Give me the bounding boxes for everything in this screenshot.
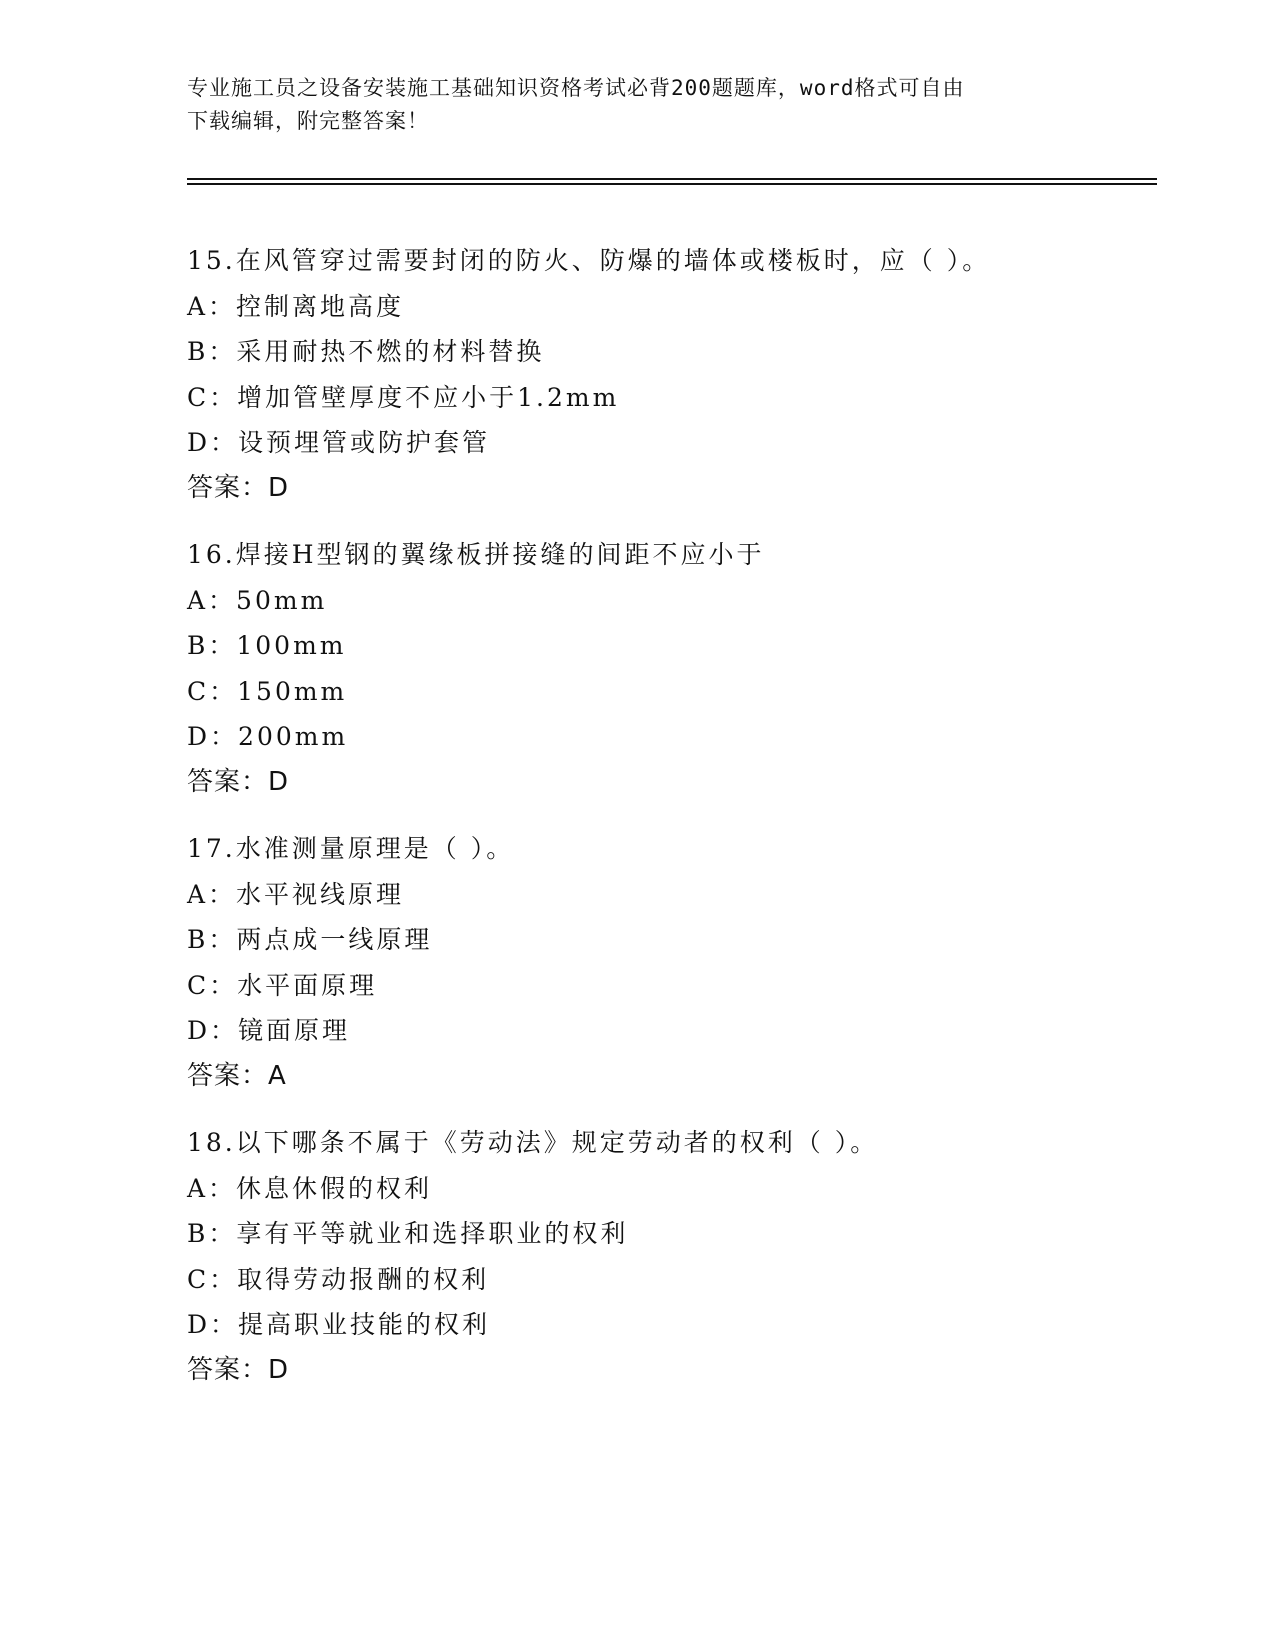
option-a: A：水平视线原理 — [187, 879, 405, 909]
option-a: A：控制离地高度 — [187, 291, 405, 321]
answer-line: 答案：A — [187, 1060, 287, 1091]
option-c: C：水平面原理 — [187, 970, 378, 1000]
option-c: C：取得劳动报酬的权利 — [187, 1264, 490, 1294]
option-b: B：100mm — [187, 631, 347, 660]
question-18 — [187, 1120, 1147, 1393]
option-d: D：200mm — [187, 722, 349, 751]
question-17 — [187, 826, 1147, 1099]
header-divider-top — [187, 178, 1157, 180]
option-c: C：150mm — [187, 676, 348, 706]
answer-line: 答案：D — [187, 472, 290, 503]
header-line-2: 下载编辑，附完整答案！ — [187, 109, 429, 133]
question-stem: 15.在风管穿过需要封闭的防火、防爆的墙体或楼板时，应（ ）。 — [187, 246, 991, 275]
header-divider-bottom — [187, 183, 1157, 185]
document-header — [187, 72, 1067, 138]
question-stem: 18.以下哪条不属于《劳动法》规定劳动者的权利（ ）。 — [187, 1128, 879, 1157]
question-list — [187, 238, 1147, 1414]
answer-line: 答案：D — [187, 1354, 290, 1385]
option-a: A：50mm — [187, 585, 328, 615]
option-b: B：享有平等就业和选择职业的权利 — [187, 1219, 629, 1248]
option-d: D：提高职业技能的权利 — [187, 1310, 491, 1339]
question-16 — [187, 532, 1147, 805]
option-b: B：采用耐热不燃的材料替换 — [187, 337, 545, 366]
question-stem: 16.焊接H型钢的翼缘板拼接缝的间距不应小于 — [187, 540, 765, 569]
header-line-1: 专业施工员之设备安装施工基础知识资格考试必背200题题库，word格式可自由 — [187, 76, 965, 100]
option-b: B：两点成一线原理 — [187, 925, 433, 954]
option-a: A：休息休假的权利 — [187, 1173, 433, 1203]
answer-line: 答案：D — [187, 766, 290, 797]
option-d: D：设预埋管或防护套管 — [187, 428, 491, 457]
option-d: D：镜面原理 — [187, 1016, 351, 1045]
question-stem: 17.水准测量原理是（ ）。 — [187, 834, 515, 863]
question-15 — [187, 238, 1147, 511]
option-c: C：增加管壁厚度不应小于1.2mm — [187, 382, 620, 412]
